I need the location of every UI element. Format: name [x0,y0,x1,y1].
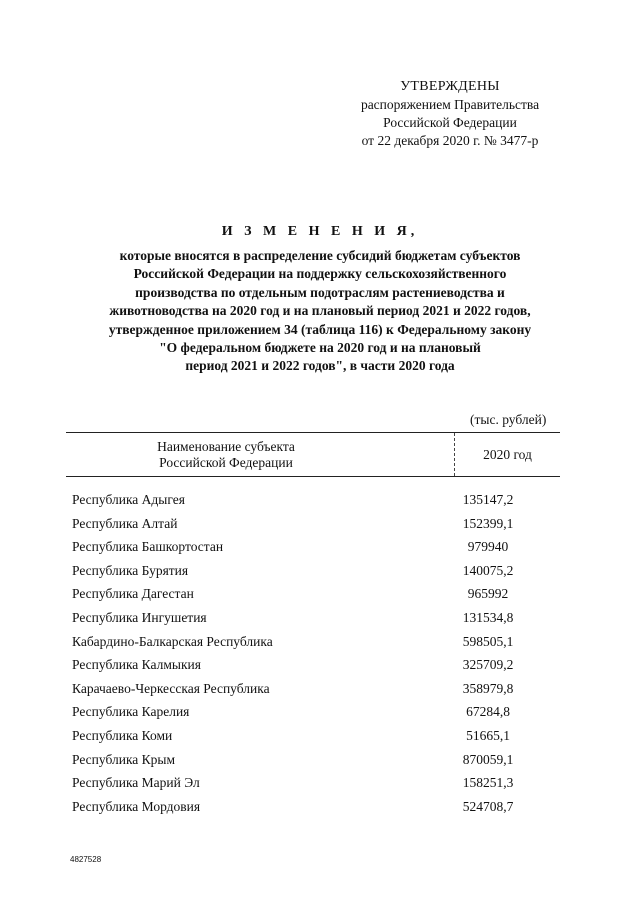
header-name-line-2: Российской Федерации [159,454,293,470]
subtitle-line: утвержденное приложением 34 (таблица 116) к Федеральному закону [108,321,532,337]
table-row [72,535,562,559]
table-header [66,432,560,477]
region-value: 67284,8 [466,704,510,720]
table-row [72,630,562,654]
region-value: 131534,8 [462,609,514,625]
subtitle-line: период 2021 и 2022 годов", в части 2020 года [185,358,455,374]
document-code: 4827528 [70,855,102,864]
approval-line-3: от 22 декабря 2020 г. № 3477-р [361,133,539,148]
region-value: 965992 [467,586,509,602]
table-row [72,700,562,724]
subtitle-line: животноводства на 2020 год и на плановый период 2021 и 2022 годов, [109,303,531,319]
document-title: И З М Е Н Е Н И Я, [221,224,419,239]
region-name: Республика Коми [72,727,173,743]
table-row [72,653,562,677]
region-name: Республика Дагестан [72,586,194,602]
region-value: 152399,1 [462,515,514,531]
region-name: Республика Калмыкия [72,657,201,673]
table-row [72,606,562,630]
region-name: Кабардино-Балкарская Республика [72,633,273,649]
region-value: 140075,2 [462,562,514,578]
region-value: 979940 [467,539,509,555]
region-value: 325709,2 [462,657,514,673]
approval-line-1: распоряжением Правительства [360,97,540,112]
units-note: (тыс. рублей) [470,412,547,427]
region-name: Республика Алтай [72,515,178,531]
table-row [72,795,562,819]
approval-line-2: Российской Федерации [383,115,517,130]
subtitle-line: "О федеральном бюджете на 2020 год и на плановый [159,340,481,356]
header-region-name [66,433,386,476]
header-name-line-1: Наименование субъекта [157,438,295,454]
approval-block [340,78,560,150]
region-value: 598505,1 [462,633,514,649]
table-row [72,771,562,795]
subtitle-line: которые вносятся в распределение субсидий бюджетам субъектов [119,248,521,263]
header-year: 2020 год [483,446,532,462]
subtitle-line: Российской Федерации на поддержку сельскохозяйственного [133,266,507,282]
table-row [72,582,562,606]
region-value: 524708,7 [462,798,514,814]
region-name: Республика Адыгея [72,492,185,507]
approval-heading: УТВЕРЖДЕНЫ [400,79,500,94]
region-name: Республика Карелия [72,704,190,720]
region-value: 158251,3 [462,775,514,791]
region-value: 358979,8 [462,680,514,696]
table-body [72,488,562,818]
region-name: Республика Крым [72,751,176,767]
table-row [72,724,562,748]
table-row [72,559,562,583]
region-name: Республика Бурятия [72,562,189,578]
subtitle-line: производства по отдельным подотраслям растениеводства и [135,284,505,300]
region-name: Республика Марий Эл [72,775,200,791]
region-value: 51665,1 [466,727,510,743]
region-name: Карачаево-Черкесская Республика [72,680,270,696]
region-value: 135147,2 [462,492,514,507]
table-row [72,677,562,701]
table-row [72,512,562,536]
region-name: Республика Ингушетия [72,609,207,625]
region-name: Республика Башкортостан [72,539,224,555]
table-row [72,488,562,512]
region-name: Республика Мордовия [72,798,201,814]
table-row [72,748,562,772]
region-value: 870059,1 [462,751,514,767]
document-subtitle [70,247,570,376]
